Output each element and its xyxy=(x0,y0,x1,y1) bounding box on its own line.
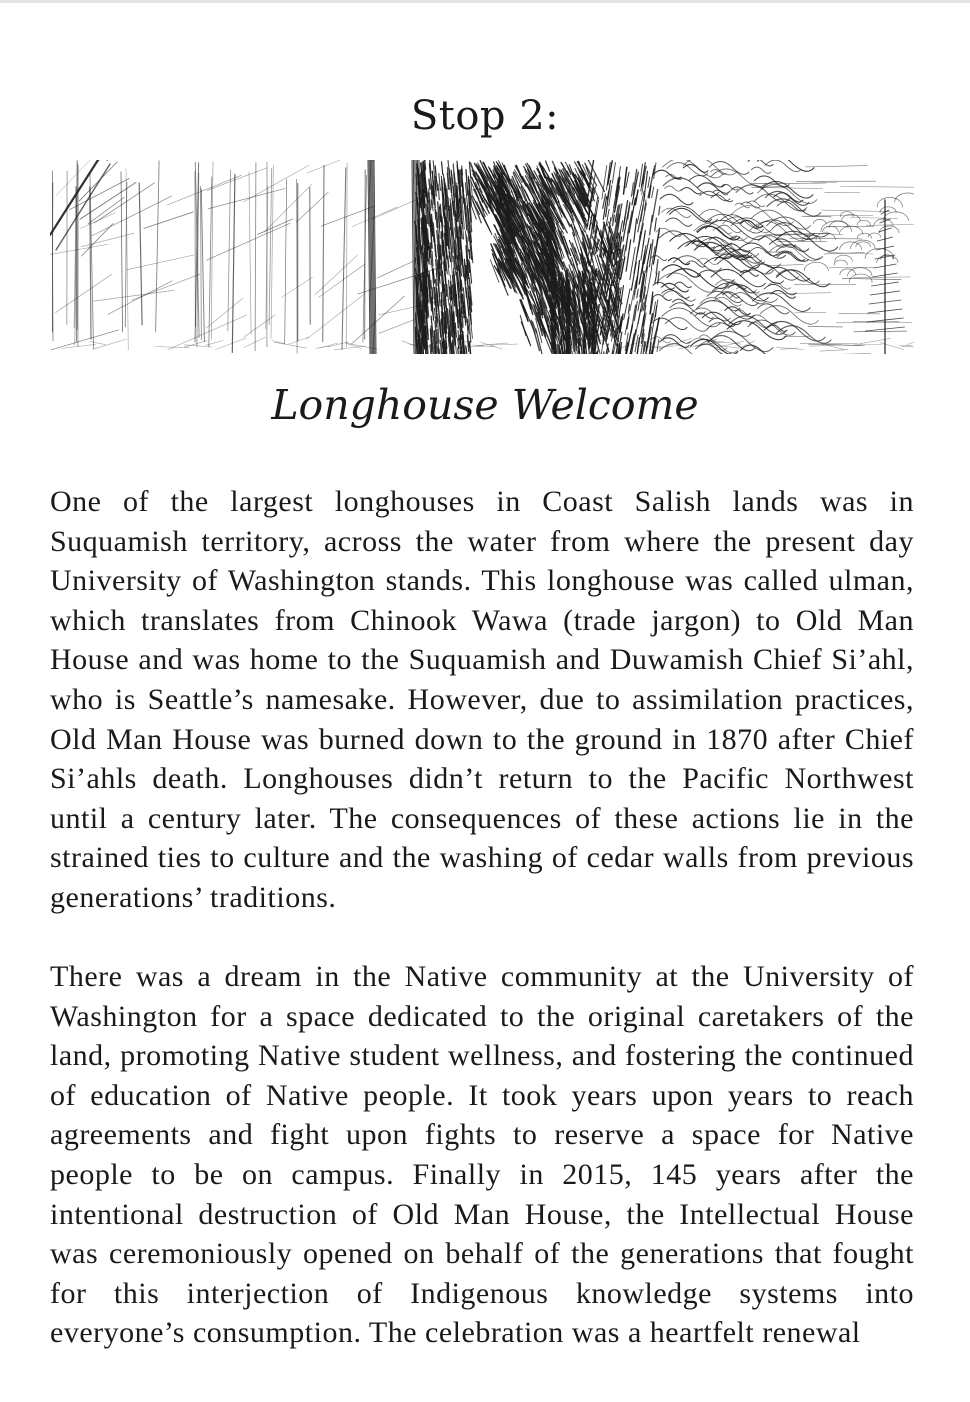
longhouse-sketch-illustration xyxy=(50,160,914,354)
top-divider xyxy=(0,0,970,3)
stop-heading: Stop 2: xyxy=(410,93,560,139)
body-paragraph-2: There was a dream in the Native community at the University of Washington for a space dedicated to the original caretakers of the land, promoting Native student wellness, and fostering the continued of education of Native people. It took years upon years to reach agreements and fight upon fights to reserve a space for Native people to be on campus. Finally in 2015, 145 years after the intentional destruction of Old Man House, the Intellectual House was ceremoniously opened on behalf of the generations that fought for this interjection of Indigenous knowledge systems into everyone’s consumption. The celebration was a heartfelt renewal xyxy=(50,960,914,1350)
section-subtitle: Longhouse Welcome xyxy=(271,381,699,429)
body-paragraph-1: One of the largest longhouses in Coast Salish lands was in Suquamish territory, across the water from where the present day University of Washington stands. This longhouse was called ulman, which translates from Chinook Wawa (trade jargon) to Old Man House and was home to the Suquamish and Duwamish Chief Si’ahl, who is Seattle’s namesake. However, due to assimilation practices, Old Man House was burned down to the ground in 1870 after Chief Si’ahls death. Longhouses didn’t return to the Pacific Northwest until a century later. The consequences of these actions lie in the strained ties to culture and the washing of cedar walls from previous generations’ traditions. xyxy=(50,485,914,914)
